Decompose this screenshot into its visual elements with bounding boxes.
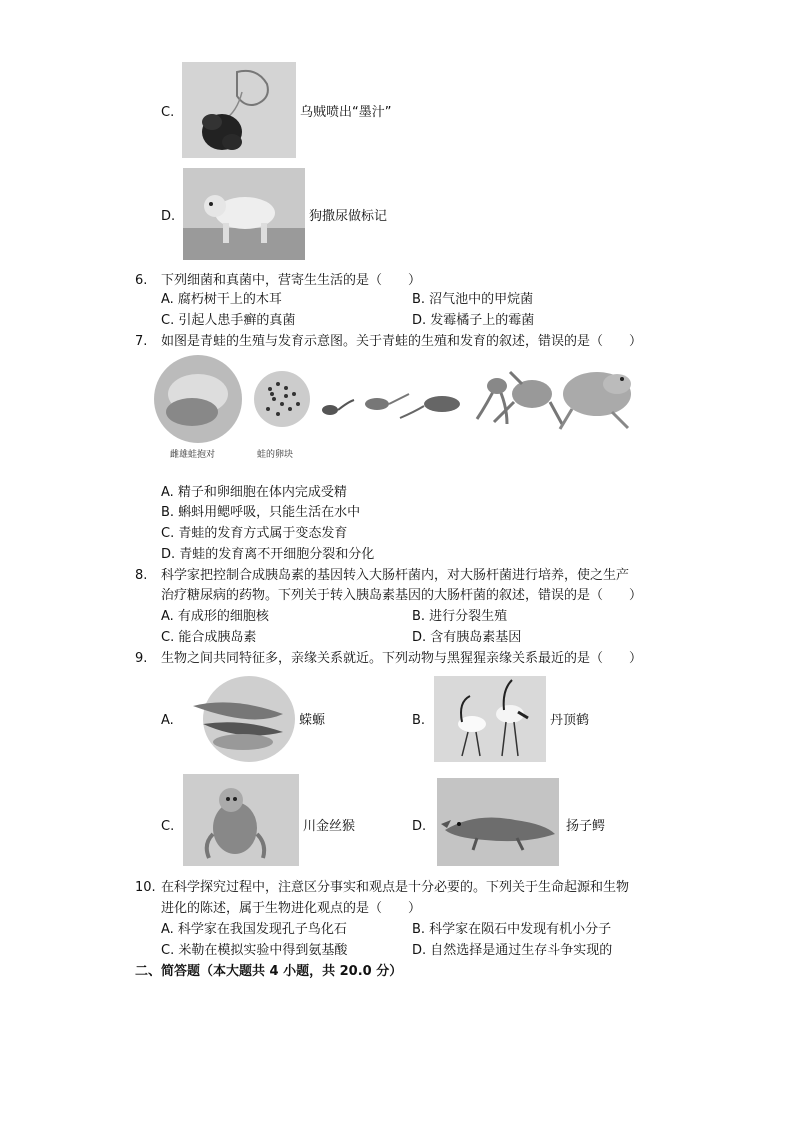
q5-option-c-text: 乌贼喷出“墨汁”	[300, 105, 392, 120]
chinese-alligator-photo	[437, 778, 559, 866]
newt-photo	[183, 676, 295, 762]
q7-number: 7.	[135, 334, 148, 349]
q9-option-c-text: 川金丝猴	[303, 819, 356, 834]
q8-stem-line1: 科学家把控制合成胰岛素的基因转入大肠杆菌内，对大肠杆菌进行培养，使之生产	[161, 568, 630, 583]
q9-option-b-label: B.	[412, 713, 426, 728]
q9-option-b-text: 丹顶鹤	[550, 713, 590, 728]
q10-option-b: B. 科学家在陨石中发现有机小分子	[412, 922, 612, 937]
q8-option-a: A. 有成形的细胞核	[161, 609, 269, 624]
q6-option-a: A. 腐朽树干上的木耳	[161, 292, 282, 307]
q7-caption-amplexus: 雌雄蛙抱对	[170, 450, 216, 460]
q6-option-c: C. 引起人患手癣的真菌	[161, 313, 296, 328]
q10-number: 10.	[135, 880, 156, 895]
q8-option-d: D. 含有胰岛素基因	[412, 630, 522, 645]
q10-stem-line1: 在科学探究过程中，注意区分事实和观点是十分必要的。下列关于生命起源和生物	[161, 880, 630, 895]
q9-option-d-label: D.	[412, 819, 427, 834]
squid-ink-photo	[182, 62, 296, 158]
q8-option-c: C. 能合成胰岛素	[161, 630, 257, 645]
q6-option-b: B. 沼气池中的甲烷菌	[412, 292, 534, 307]
q9-option-a-label: A.	[161, 713, 174, 728]
q6-number: 6.	[135, 273, 148, 288]
section-heading-short-answer: 二、简答题（本大题共 4 小题，共 20.0 分）	[135, 964, 403, 979]
q8-number: 8.	[135, 568, 148, 583]
q7-option-d: D. 青蛙的发育离不开细胞分裂和分化	[161, 547, 375, 562]
golden-snub-nosed-monkey-photo	[183, 774, 299, 866]
q9-stem: 生物之间共同特征多，亲缘关系就近。下列动物与黑猩猩亲缘关系最近的是（ ）	[161, 651, 643, 666]
q10-option-c: C. 米勒在模拟实验中得到氨基酸	[161, 943, 348, 958]
q9-option-a-text: 蝾螈	[299, 713, 326, 728]
q9-option-c-label: C.	[161, 819, 175, 834]
q7-caption-egg-mass: 蛙的卵块	[257, 450, 294, 460]
q7-option-c: C. 青蛙的发育方式属于变态发育	[161, 526, 348, 541]
red-crowned-crane-photo	[434, 676, 546, 762]
q8-option-b: B. 进行分裂生殖	[412, 609, 508, 624]
q6-option-d: D. 发霉橘子上的霉菌	[412, 313, 535, 328]
dog-marking-photo	[183, 168, 305, 260]
q10-option-a: A. 科学家在我国发现孔子鸟化石	[161, 922, 347, 937]
frog-life-cycle-figure	[152, 354, 642, 444]
q5-option-c-label: C.	[161, 105, 175, 120]
q6-stem: 下列细菌和真菌中，营寄生生活的是（ ）	[161, 273, 422, 288]
q10-option-d: D. 自然选择是通过生存斗争实现的	[412, 943, 613, 958]
q7-stem: 如图是青蛙的生殖与发育示意图。关于青蛙的生殖和发育的叙述，错误的是（ ）	[161, 334, 643, 349]
q7-option-a: A. 精子和卵细胞在体内完成受精	[161, 485, 347, 500]
q9-number: 9.	[135, 651, 148, 666]
q5-option-d-label: D.	[161, 209, 176, 224]
q9-option-d-text: 扬子鳄	[566, 819, 606, 834]
q10-stem-line2: 进化的陈述，属于生物进化观点的是（ ）	[161, 901, 422, 916]
q5-option-d-text: 狗撒尿做标记	[309, 209, 388, 224]
q8-stem-line2: 治疗糖尿病的药物。下列关于转入胰岛素基因的大肠杆菌的叙述，错误的是（ ）	[161, 588, 643, 603]
q7-option-b: B. 蝌蚪用鳃呼吸，只能生活在水中	[161, 505, 361, 520]
